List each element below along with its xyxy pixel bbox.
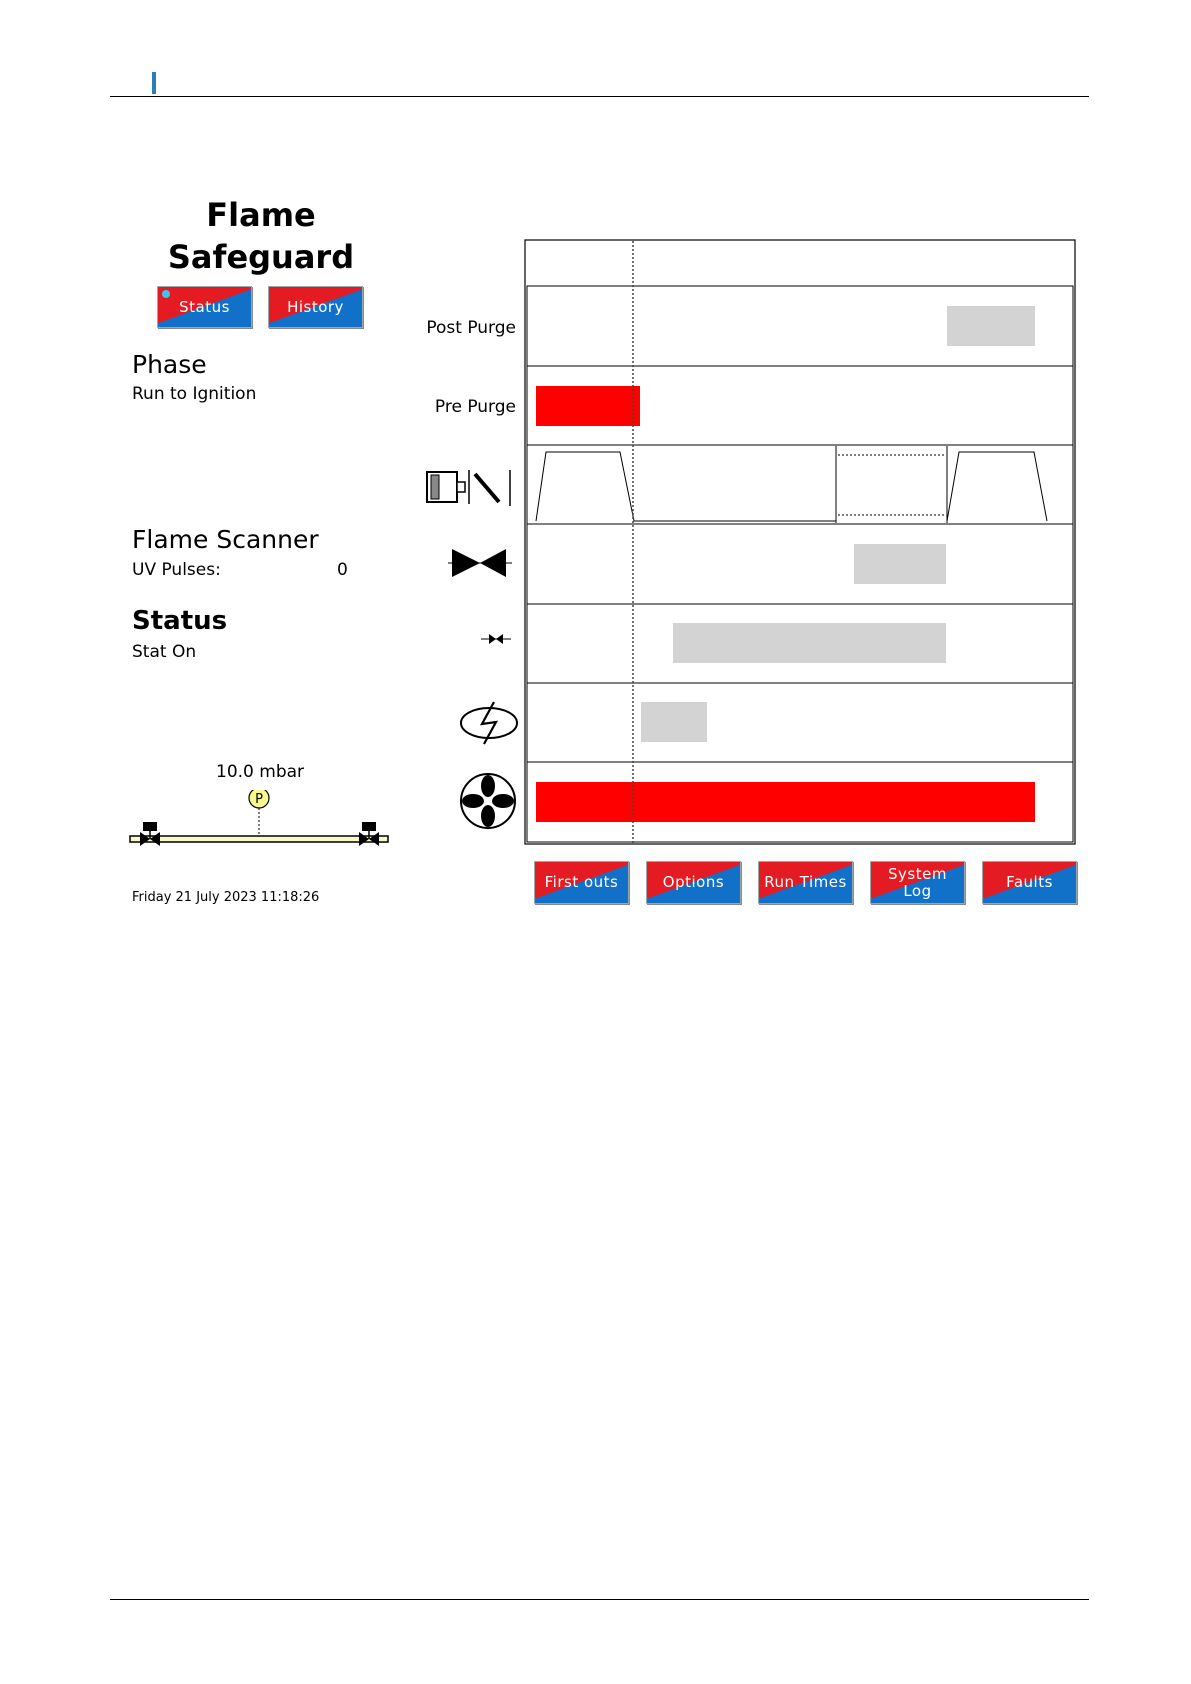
title-line-2: Safeguard [167, 238, 355, 276]
main-valve-icon [448, 545, 512, 581]
phase-value: Run to Ignition [132, 384, 257, 404]
page-title [130, 194, 392, 278]
status-button-label: Status [179, 297, 230, 316]
uv-pulses-value: 0 [337, 560, 348, 580]
status-value: Stat On [132, 642, 197, 662]
phase-heading: Phase [132, 350, 207, 379]
system-log-label-2: Log [903, 881, 932, 900]
datetime-display: Friday 21 July 2023 11:18:26 [132, 890, 320, 905]
ignition-spark-icon [460, 700, 520, 746]
options-button[interactable] [646, 861, 741, 904]
gas-pipe [130, 836, 388, 842]
pressure-reading: 10.0 mbar [216, 762, 305, 782]
pilot-valve-icon [481, 632, 511, 646]
faults-label: Faults [1006, 873, 1053, 891]
active-indicator-icon [162, 290, 170, 298]
system-log-label-1: System [888, 864, 947, 883]
status-button[interactable] [157, 286, 252, 328]
row-label-post-purge: Post Purge [426, 318, 516, 338]
fan-icon [459, 772, 517, 830]
title-line-1: Flame [206, 196, 316, 234]
post-purge-pending-bar [947, 306, 1035, 346]
history-button-label: History [287, 297, 344, 316]
fan-active-bar [536, 782, 1035, 822]
first-outs-label: First outs [544, 873, 619, 891]
flame-scanner-heading: Flame Scanner [132, 525, 319, 554]
pilot-valve-pending-bar [673, 623, 946, 663]
row-label-pre-purge: Pre Purge [434, 397, 516, 417]
pressure-sensor-icon [249, 790, 269, 808]
run-times-button[interactable] [758, 861, 853, 904]
status-heading: Status [132, 606, 228, 636]
gas-train-diagram [128, 790, 392, 850]
header-rule [110, 96, 1089, 97]
run-times-label: Run Times [764, 873, 847, 891]
main-valve-pending-bar [854, 544, 946, 584]
first-outs-button[interactable] [534, 861, 629, 904]
faults-button[interactable] [982, 861, 1077, 904]
header-accent-mark [152, 72, 156, 94]
damper-motor-icon [425, 466, 515, 510]
options-label: Options [662, 873, 725, 891]
pre-purge-active-bar [536, 386, 640, 426]
pressure-sensor-label: P [255, 792, 263, 807]
sequence-diagram [524, 239, 1076, 845]
uv-pulses-label: UV Pulses: [132, 560, 221, 580]
system-log-button[interactable] [870, 861, 965, 904]
history-button[interactable] [268, 286, 363, 328]
footer-rule [110, 1599, 1089, 1600]
ignition-pending-bar [641, 702, 707, 742]
